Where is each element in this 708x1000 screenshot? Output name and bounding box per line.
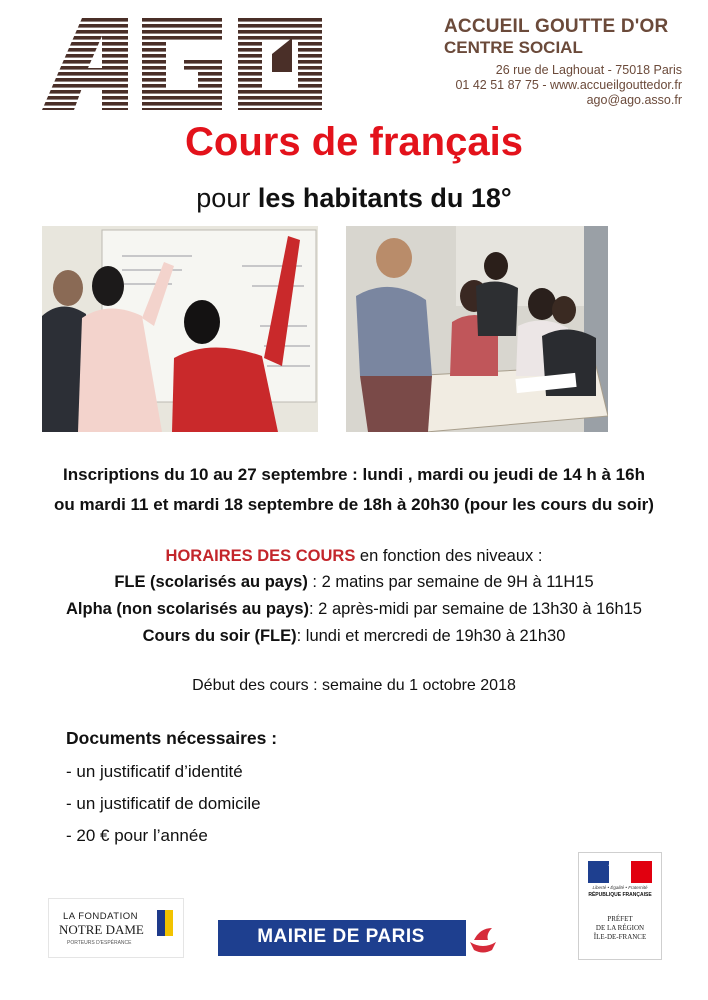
inscriptions-line-1: Inscriptions du 10 au 27 septembre : lundi , mardi ou jeudi de 14 h à 16h — [63, 465, 645, 484]
fondation-line-2: NOTRE DAME — [59, 922, 144, 937]
fondation-notre-dame-logo — [48, 898, 184, 958]
subtitle-prefix: pour — [196, 183, 258, 213]
org-contact: 01 42 51 87 75 - www.accueilgouttedor.fr — [455, 78, 682, 92]
prefet-region-logo — [578, 852, 662, 960]
prefet-line-2: DE LA RÉGION — [595, 924, 645, 932]
document-item: - un justificatif d’identité — [66, 762, 243, 781]
org-subtitle: CENTRE SOCIAL — [444, 38, 583, 57]
photo-classroom-table — [346, 226, 608, 432]
rf-motto: Liberté • Égalité • Fraternité — [592, 885, 648, 890]
mairie-ship-icon — [466, 920, 500, 956]
subtitle-bold: les habitants du 18° — [257, 183, 512, 213]
org-email[interactable]: ago@ago.asso.fr — [586, 93, 682, 107]
photo-classroom-whiteboard — [42, 226, 318, 432]
fondation-line-1: LA FONDATION — [63, 911, 138, 922]
horaire-row — [0, 600, 708, 619]
horaire-row-text: : 2 après-midi par semaine de 13h30 à 16h15 — [309, 600, 642, 618]
mairie-de-paris-logo — [218, 920, 500, 956]
horaire-row — [0, 627, 708, 646]
mairie-label: MAIRIE DE PARIS — [257, 926, 425, 947]
org-name: ACCUEIL GOUTTE D'OR — [444, 16, 669, 37]
horaires-heading-label: HORAIRES DES COURS — [165, 547, 356, 565]
fondation-tag: PORTEURS D'ESPÉRANCE — [67, 940, 132, 946]
marianne-flag-icon — [588, 861, 652, 883]
page-title: Cours de français — [185, 120, 523, 164]
rf-name: RÉPUBLIQUE FRANÇAISE — [588, 892, 652, 898]
horaires-heading — [0, 547, 708, 566]
horaire-row-label: FLE (scolarisés au pays) — [114, 573, 308, 591]
inscriptions-line-2: ou mardi 11 et mardi 18 septembre de 18h à 20h30 (pour les cours du soir) — [54, 495, 654, 514]
prefet-line-3: ÎLE-DE-FRANCE — [593, 933, 647, 941]
horaire-row-label: Alpha (non scolarisés au pays) — [66, 600, 310, 618]
horaires-heading-rest: en fonction des niveaux : — [355, 547, 543, 565]
document-item: - un justificatif de domicile — [66, 794, 261, 813]
horaire-row-text: : 2 matins par semaine de 9H à 11H15 — [307, 573, 594, 591]
debut-des-cours: Début des cours : semaine du 1 octobre 2018 — [192, 677, 516, 694]
documents-title: Documents nécessaires : — [66, 728, 278, 748]
page-subtitle — [0, 183, 708, 214]
ago-logo — [42, 18, 322, 110]
fondation-blue-bar — [157, 910, 165, 936]
document-item: - 20 € pour l’année — [66, 826, 208, 845]
prefet-line-1: PRÉFET — [607, 915, 633, 923]
fondation-yellow-bar — [165, 910, 173, 936]
org-address: 26 rue de Laghouat - 75018 Paris — [495, 63, 682, 77]
horaire-row-label: Cours du soir (FLE) — [142, 627, 297, 645]
horaire-row — [0, 573, 708, 592]
horaire-row-text: : lundi et mercredi de 19h30 à 21h30 — [296, 627, 566, 645]
